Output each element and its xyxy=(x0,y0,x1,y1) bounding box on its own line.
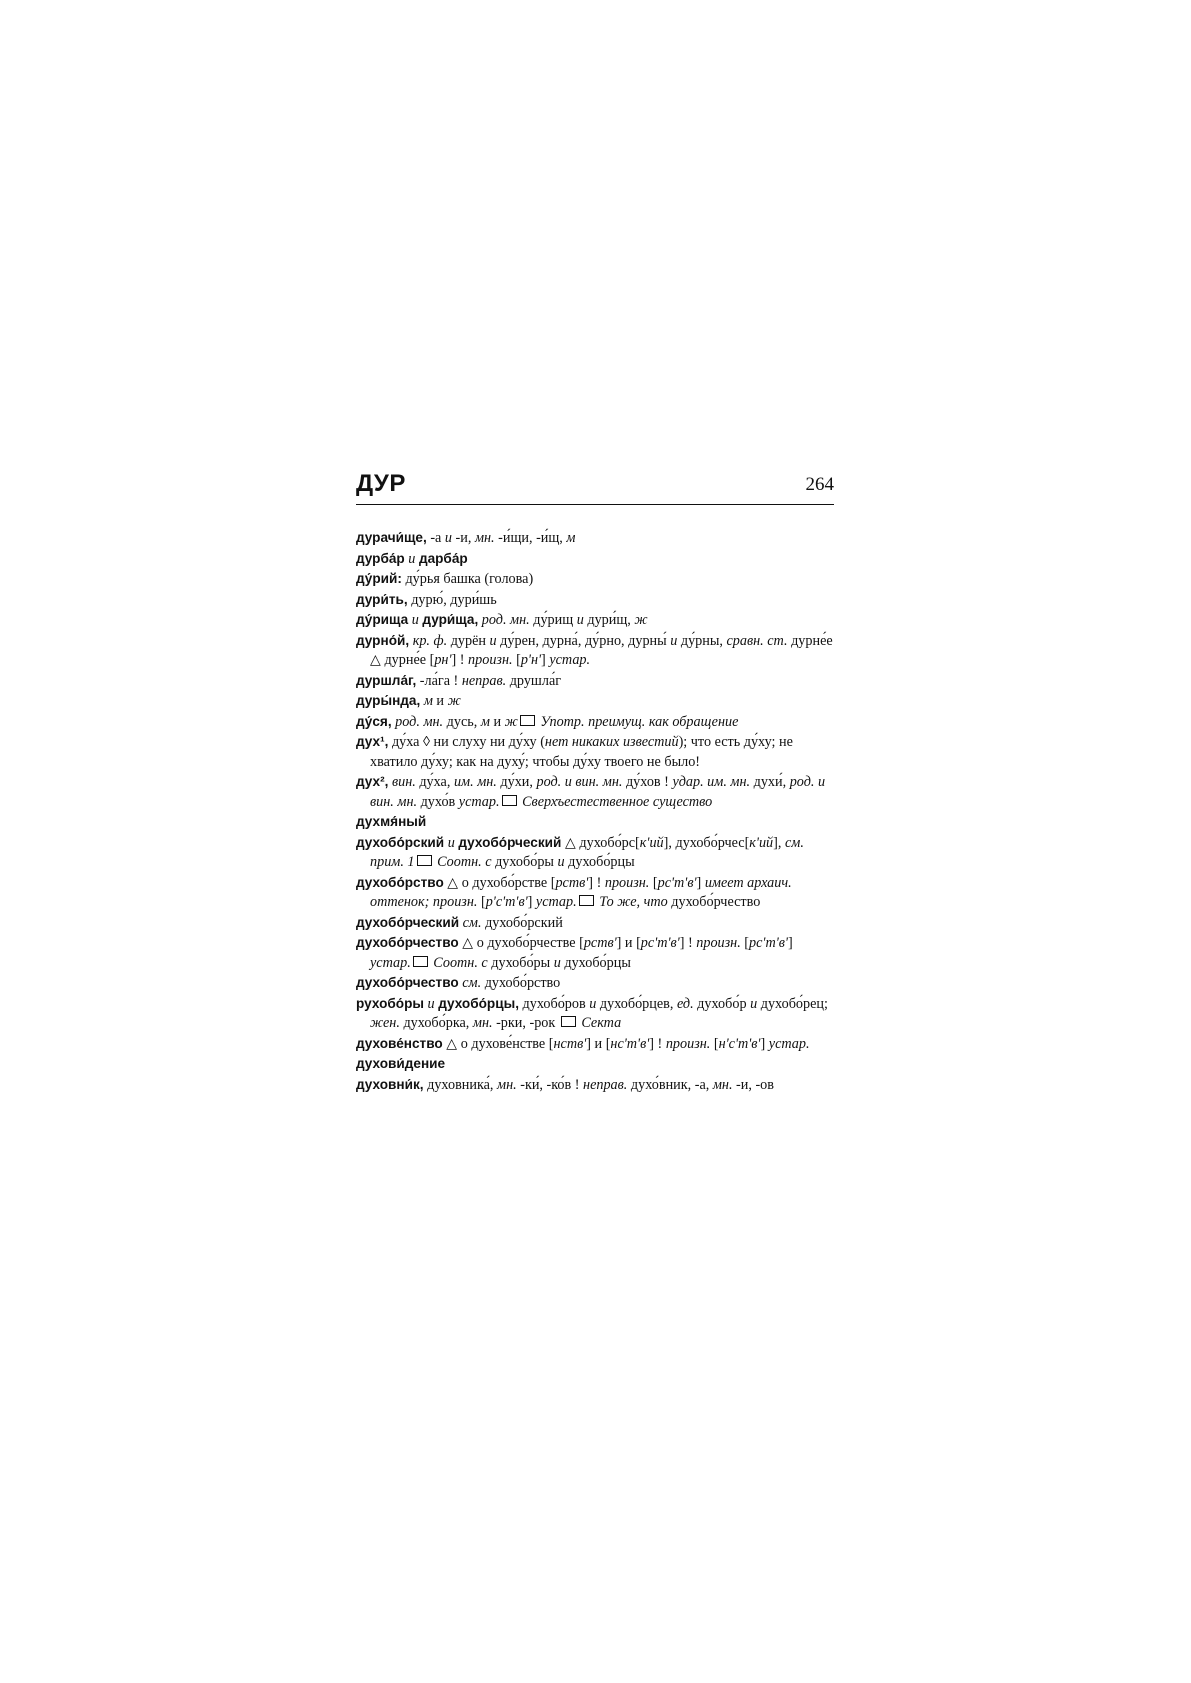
grammar-note: н'с'т'в' xyxy=(718,1035,761,1052)
entry-text: ] ! xyxy=(649,1035,666,1052)
grammar-note: неправ. xyxy=(461,672,507,689)
entry-text: духи́, xyxy=(750,774,790,790)
dictionary-entry xyxy=(356,712,834,733)
usage-note-box-icon xyxy=(502,795,517,806)
headword: дуры́нда, xyxy=(356,693,421,708)
headword: духобо́рчество xyxy=(356,975,459,990)
grammar-note: имеет архаич. оттенок; произн. xyxy=(370,874,792,910)
grammar-note: мн. xyxy=(474,530,495,546)
dictionary-entry xyxy=(356,732,834,772)
page-header xyxy=(356,470,834,505)
grammar-note: и xyxy=(444,530,452,546)
entry-text: [ xyxy=(710,1035,719,1052)
entry-text: [ xyxy=(740,935,750,951)
entry-text: ] xyxy=(541,652,550,668)
entry-text: △ о духобо́рчестве [ xyxy=(458,935,584,951)
grammar-note: рс'т'в' xyxy=(640,935,680,951)
headword: духмя́ный xyxy=(356,814,427,829)
entry-text: ду́рищ xyxy=(529,612,577,628)
headword: духобо́рческий xyxy=(458,834,562,850)
grammar-note: рств' xyxy=(555,874,589,891)
entry-text: духобо́рчество xyxy=(667,894,761,910)
grammar-note: ж xyxy=(634,612,648,628)
entry-text: ], духобо́рчес[ xyxy=(663,834,750,851)
grammar-note: произн. xyxy=(665,1035,711,1052)
dictionary-entry xyxy=(356,933,834,973)
entry-text: △ о духобо́рстве [ xyxy=(443,874,556,891)
grammar-note: мн. xyxy=(472,1015,493,1031)
entry-text: духобо́рцы xyxy=(560,954,631,971)
grammar-note: Соотн. с xyxy=(437,854,492,870)
entry-text: ду́рны, xyxy=(677,632,727,649)
entry-text: дусь, xyxy=(443,713,481,730)
entry-text: -а xyxy=(426,530,445,546)
entry-text: и xyxy=(432,693,448,709)
entry-text: дури́щ, xyxy=(583,612,635,628)
usage-note-box-icon xyxy=(561,1016,576,1027)
grammar-note: Сверхъестественное существо xyxy=(522,793,713,810)
headword: дурачи́ще, xyxy=(356,530,427,545)
grammar-note: ж xyxy=(504,713,518,730)
entry-text: духобо́рство xyxy=(481,975,561,991)
grammar-note: м xyxy=(566,530,576,546)
entry-text: ду́рья башка (голова) xyxy=(401,571,534,587)
grammar-note: неправ. xyxy=(583,1076,628,1093)
headword: дурно́й, xyxy=(356,632,410,648)
entry-text: ] ! xyxy=(679,935,697,951)
entry-text: ду́рен, дурна́, ду́рно, дурны́ xyxy=(496,632,671,649)
dictionary-entry xyxy=(356,590,834,611)
dictionary-entry xyxy=(356,691,834,712)
headword: духобо́рческий xyxy=(356,914,460,930)
grammar-note: ед. xyxy=(676,995,694,1012)
grammar-note: см. xyxy=(459,914,482,931)
entry-text: -ла́га ! xyxy=(416,672,462,689)
entry-text: ] xyxy=(527,894,536,910)
entry-text: [ xyxy=(649,874,658,891)
headword: ду́рий: xyxy=(356,571,402,586)
dictionary-entry xyxy=(356,549,834,570)
entry-text: духобо́ры xyxy=(487,954,554,971)
grammar-note: и xyxy=(750,995,758,1012)
usage-note-box-icon xyxy=(413,956,428,967)
dictionary-entry xyxy=(356,1034,834,1055)
entry-text: [ xyxy=(477,894,486,910)
grammar-note: нет никаких известий xyxy=(544,734,679,750)
grammar-note: см. прим. 1 xyxy=(370,834,804,870)
entry-text: ] и [ xyxy=(616,935,641,951)
entry-text: ду́ха ◊ ни слуху ни ду́ху ( xyxy=(388,734,545,750)
grammar-note: и xyxy=(553,954,561,971)
grammar-note: То же, что xyxy=(599,894,668,910)
entry-text: -и́щи, -и́щ, xyxy=(494,530,567,546)
dictionary-entry xyxy=(356,994,834,1034)
grammar-note: Соотн. с xyxy=(433,954,488,971)
grammar-note: нс'т'в' xyxy=(610,1035,650,1052)
grammar-note: род. и вин. мн. xyxy=(370,774,826,810)
entry-text: ду́хи, xyxy=(496,774,537,790)
headword: духови́дение xyxy=(356,1056,446,1071)
entry-text: -рки, -рок xyxy=(492,1015,559,1031)
dictionary-entry xyxy=(356,1054,834,1075)
headword: дури́ть, xyxy=(356,591,408,607)
grammar-note: к'ий xyxy=(749,834,774,851)
grammar-note: к'ий xyxy=(639,834,664,851)
grammar-note: устар. xyxy=(458,793,500,810)
grammar-note: род. мн. xyxy=(478,612,530,628)
dictionary-page xyxy=(356,470,834,1095)
grammar-note: произн. xyxy=(468,652,513,668)
grammar-note: жен. xyxy=(370,1015,400,1031)
dictionary-entry xyxy=(356,1075,834,1096)
entry-text: ] ! xyxy=(451,652,469,668)
dictionary-entry xyxy=(356,812,834,833)
grammar-note: устар. xyxy=(768,1035,810,1052)
entry-text: духобо́рка, xyxy=(399,1015,473,1031)
dictionary-entry xyxy=(356,528,834,549)
headword: рухобо́ры xyxy=(356,995,424,1011)
headword: духове́нство xyxy=(356,1035,443,1051)
entry-text: ду́ха, xyxy=(415,774,454,790)
dictionary-entry xyxy=(356,772,834,812)
grammar-note: сравн. ст. xyxy=(726,632,788,649)
grammar-note: и xyxy=(589,995,597,1012)
dictionary-entry xyxy=(356,569,834,590)
grammar-note: см. xyxy=(458,975,482,991)
entry-list xyxy=(356,528,834,1095)
grammar-note: ж xyxy=(447,693,461,709)
entry-text: △ о духове́нстве [ xyxy=(442,1035,554,1052)
grammar-note: р'с'т'в' xyxy=(485,894,528,910)
grammar-note: род. мн. xyxy=(391,713,444,730)
page-number: 264 xyxy=(805,474,834,495)
usage-note-box-icon xyxy=(417,855,432,866)
entry-text: -и, -ов xyxy=(732,1076,774,1093)
headword: духобо́рчество xyxy=(356,935,459,950)
entry-text: ], xyxy=(773,834,785,851)
grammar-note: мн. xyxy=(712,1076,733,1093)
headword: дуршла́г, xyxy=(356,672,417,688)
grammar-note: произн. xyxy=(696,935,741,951)
entry-text: ] ! xyxy=(588,874,605,891)
dictionary-entry xyxy=(356,973,834,994)
grammar-note: и xyxy=(576,612,584,628)
headword: ду́рища xyxy=(356,612,409,627)
grammar-note: и xyxy=(404,550,419,567)
entry-text: духобо́ров xyxy=(518,995,590,1012)
entry-text: [ xyxy=(512,652,521,668)
entry-text: ); что есть ду́ху; не хватило ду́ху; как на духу́; чтобы ду́ху твоего не было! xyxy=(370,734,793,770)
guide-word: ДУР xyxy=(356,470,406,497)
entry-text: духо́в xyxy=(417,793,459,810)
grammar-note: рн' xyxy=(434,652,452,668)
grammar-note: и xyxy=(408,612,423,628)
headword: ду́ся, xyxy=(356,713,392,729)
headword: духобо́рский xyxy=(356,834,445,850)
entry-text: ] и [ xyxy=(586,1035,611,1052)
grammar-note: рс'т'в' xyxy=(657,874,697,891)
grammar-note: нств' xyxy=(553,1035,587,1052)
entry-text: -и, xyxy=(451,530,475,546)
grammar-note: устар. xyxy=(535,894,577,910)
dictionary-entry xyxy=(356,913,834,934)
headword: дури́ща, xyxy=(422,612,479,627)
entry-text: духовника́, xyxy=(423,1076,498,1093)
headword: духобо́рцы, xyxy=(438,995,519,1011)
dictionary-entry xyxy=(356,873,834,913)
grammar-note: рс'т'в' xyxy=(749,935,788,951)
dictionary-entry xyxy=(356,610,834,631)
entry-text: духобо́рцы xyxy=(564,854,635,870)
entry-text: дурён xyxy=(447,632,490,649)
grammar-note: вин. xyxy=(388,774,416,790)
grammar-note: устар. xyxy=(370,954,411,971)
grammar-note: р'н' xyxy=(520,652,542,668)
grammar-note: и xyxy=(489,632,497,649)
usage-note-box-icon xyxy=(579,895,594,906)
headword: дарба́р xyxy=(418,550,468,566)
dictionary-entry xyxy=(356,833,834,873)
entry-text: и xyxy=(489,713,505,730)
dictionary-entry xyxy=(356,671,834,692)
entry-text: ] xyxy=(696,874,705,891)
entry-text: духобо́рец; xyxy=(757,995,828,1012)
entry-text: ] xyxy=(760,1035,769,1052)
grammar-note: им. мн. xyxy=(453,774,497,790)
entry-text: ду́хов ! xyxy=(622,774,673,790)
grammar-note: кр. ф. xyxy=(409,632,448,649)
entry-text: духобо́р xyxy=(693,995,751,1012)
grammar-note: м xyxy=(480,713,490,730)
grammar-note: рств' xyxy=(583,935,617,951)
entry-text: духобо́ры xyxy=(491,854,558,870)
headword: дурба́р xyxy=(356,550,405,566)
entry-text: -ки́, -ко́в ! xyxy=(516,1076,584,1093)
entry-text: духобо́рцев, xyxy=(596,995,677,1012)
entry-text: △ духобо́рс[ xyxy=(561,834,640,851)
grammar-note: мн. xyxy=(497,1076,517,1093)
grammar-note: устар. xyxy=(549,652,591,668)
entry-text: ] xyxy=(787,935,793,951)
grammar-note: и xyxy=(444,834,459,851)
headword: дух², xyxy=(356,774,389,789)
dictionary-entry xyxy=(356,631,834,671)
grammar-note: и xyxy=(557,854,565,870)
entry-text: духо́вник, -а, xyxy=(627,1076,713,1093)
usage-note-box-icon xyxy=(520,715,535,726)
grammar-note: род. и вин. мн. xyxy=(536,774,623,790)
grammar-note: удар. им. мн. xyxy=(672,774,751,790)
entry-text: духобо́рский xyxy=(481,914,563,931)
entry-text: дурю́, дури́шь xyxy=(407,591,497,608)
grammar-note: и xyxy=(670,632,678,649)
entry-text: дурне́е △ дурне́е [ xyxy=(370,632,833,668)
grammar-note: Секта xyxy=(581,1015,622,1031)
grammar-note: и xyxy=(424,995,439,1012)
grammar-note: Употр. преимущ. как обращение xyxy=(540,713,739,730)
grammar-note: произн. xyxy=(604,874,650,891)
headword: духовни́к, xyxy=(356,1076,424,1092)
headword: дух¹, xyxy=(356,734,389,749)
headword: духобо́рство xyxy=(356,874,444,890)
grammar-note: м xyxy=(420,693,433,709)
entry-text: друшла́г xyxy=(506,672,562,689)
